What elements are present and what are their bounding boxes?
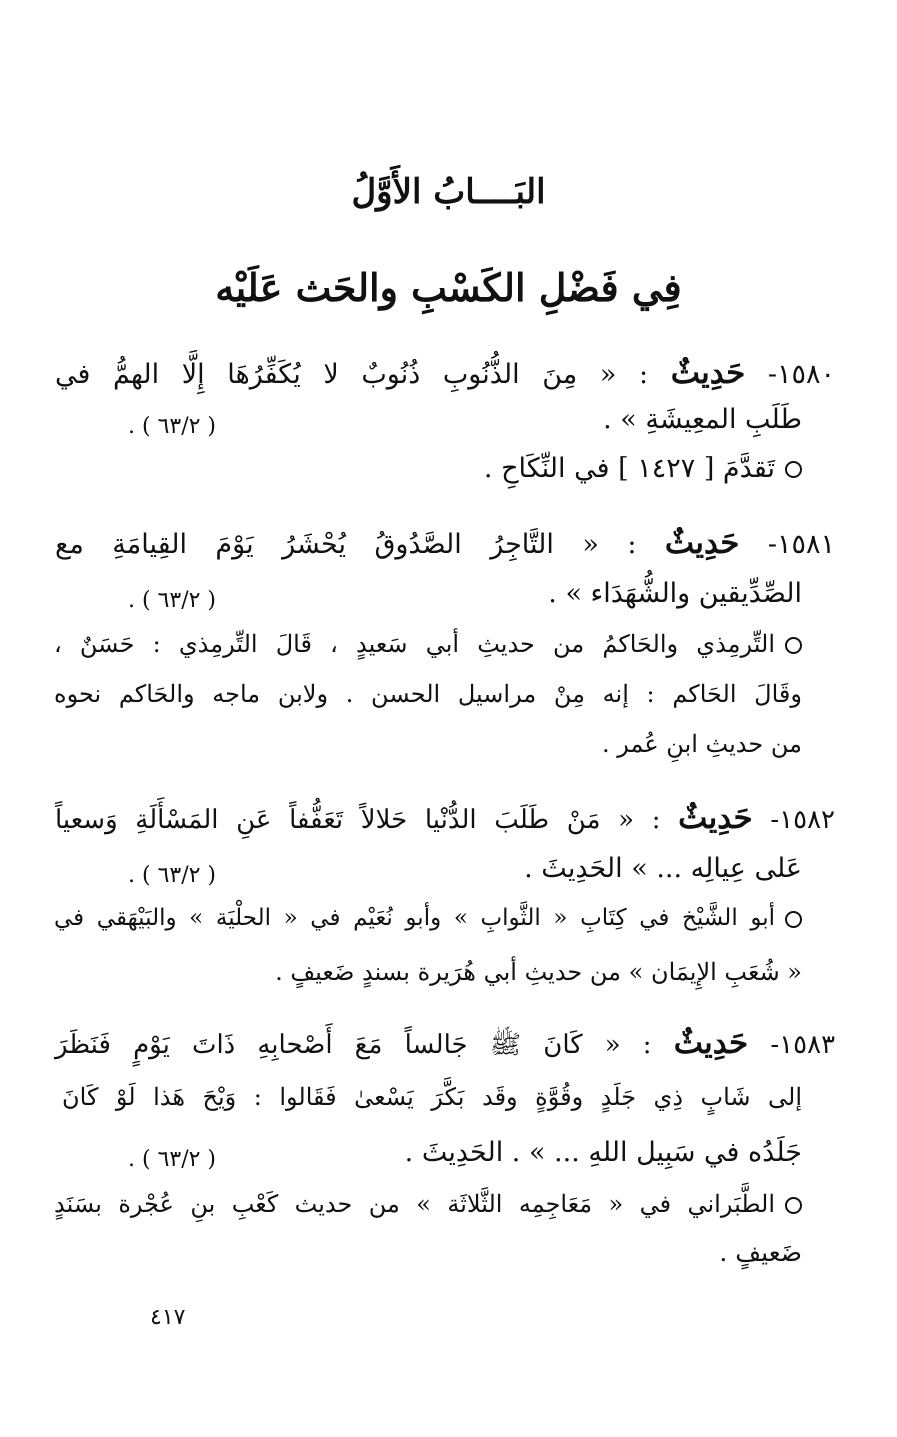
- circle-bullet-icon: [785, 1197, 802, 1214]
- section-title: فِي فَضْلِ الكَسْبِ والحَث عَلَيْه: [215, 265, 682, 310]
- hadith-keyword: حَدِيثٌ: [678, 800, 753, 836]
- circle-bullet-icon: [785, 911, 802, 928]
- entry-1580-ref: ( ٦٣/٢ ) .: [128, 414, 217, 439]
- circle-bullet-icon: [785, 637, 802, 654]
- circle-bullet-icon: [785, 461, 802, 478]
- entry-text: : « كَانَ ﷺ جَالساً مَعَ أَصْحابِهِ ذَاتَ يَوْمٍ فَنَظَرَ: [55, 1030, 652, 1060]
- entry-1580-line-2: طَلَبِ المعِيشَةِ » .: [603, 404, 802, 435]
- entry-1583-note-2: ضَعيفٍ .: [719, 1238, 802, 1267]
- entry-1580-line-1: [55, 355, 835, 391]
- chapter-title: البَــــابُ الأَوَّلُ: [351, 172, 546, 212]
- page-number: ٤١٧: [150, 1305, 186, 1330]
- entry-text: : « التَّاجِرُ الصَّدُوقُ يُحْشَرُ يَوْمَ القِيامَةِ مع: [55, 529, 637, 560]
- entry-number: ١٥٨١-: [767, 529, 835, 560]
- entry-1583-line-1: [55, 1025, 835, 1066]
- entry-1581-line-2: الصِّدِّيقين والشُّهَدَاء » .: [548, 578, 802, 609]
- entry-1582-note-2: « شُعَبِ الإِيمَان » من حديثِ أبي هُرَيرة بسندٍ ضَعيفٍ .: [275, 958, 802, 986]
- entry-1582-ref: ( ٦٣/٢ ) .: [128, 863, 217, 888]
- hadith-keyword: حَدِيثٌ: [664, 525, 740, 561]
- entry-1583-line-2: إلى شَابٍ ذِي جَلَدٍ وقُوَّةٍ وقَد بَكَّرَ يَسْعىٰ فَقَالوا : وَيْحَ هَذا لَوْ كَانَ: [62, 1083, 803, 1111]
- entry-1581-note-1: التِّرمِذي والحَاكمُ من حديثِ أبي سَعيدٍ ، قَالَ التِّرمِذي : حَسَنٌ ،: [54, 630, 802, 658]
- entry-1583-line-3: جَلَدُه في سَبِيل اللهِ ... » . الحَدِيثَ .: [404, 1137, 802, 1168]
- entry-text: : « مِنَ الذُّنُوبِ ذُنُوبٌ لا يُكَفِّرُهَا إِلَّا الهمُّ في: [55, 359, 649, 390]
- entry-1580-note: تَقدَّمَ [ ١٤٢٧ ] في النِّكَاحِ .: [484, 453, 802, 484]
- entry-1583-ref: ( ٦٣/٢ ) .: [128, 1147, 217, 1172]
- entry-1581-note-2: وقَالَ الحَاكم : إنه مِنْ مراسيل الحسن . ولابن ماجه والحَاكم نحوه: [54, 680, 802, 708]
- entry-1583-note-1: الطَّبَراني في « مَعَاجِمِه الثَّلاثَة » من حديث كَعْبِ بنِ عُجْرة بسَنَدٍ: [54, 1190, 802, 1218]
- entry-number: ١٥٨٣-: [770, 1030, 836, 1060]
- entry-1581-note-3: من حديثِ ابنِ عُمر .: [601, 730, 802, 758]
- entry-1582-line-2: عَلى عِيالِه ... » الحَدِيثَ .: [524, 853, 802, 884]
- entry-1581-line-1: [55, 525, 835, 561]
- entry-1581-ref: ( ٦٣/٢ ) .: [128, 588, 217, 613]
- hadith-keyword: حَدِيثٌ: [673, 1025, 749, 1061]
- entry-number: ١٥٨٢-: [770, 805, 836, 835]
- entry-1582-line-1: [55, 800, 835, 836]
- entry-text: : « مَنْ طَلَبَ الدُّنْيا حَلالاً تَعَفُّفاً عَنِ المَسْأَلَةِ وَسعياً: [55, 805, 661, 835]
- entry-number: ١٥٨٠-: [767, 359, 836, 390]
- hadith-keyword: حَدِيثٌ: [670, 355, 746, 391]
- entry-1582-note-1: أبو الشَّيْخ في كِتَابِ « الثَّوابِ » وأبو نُعَيْم في « الحلْيَة » والبَيْهَقي في: [54, 905, 802, 931]
